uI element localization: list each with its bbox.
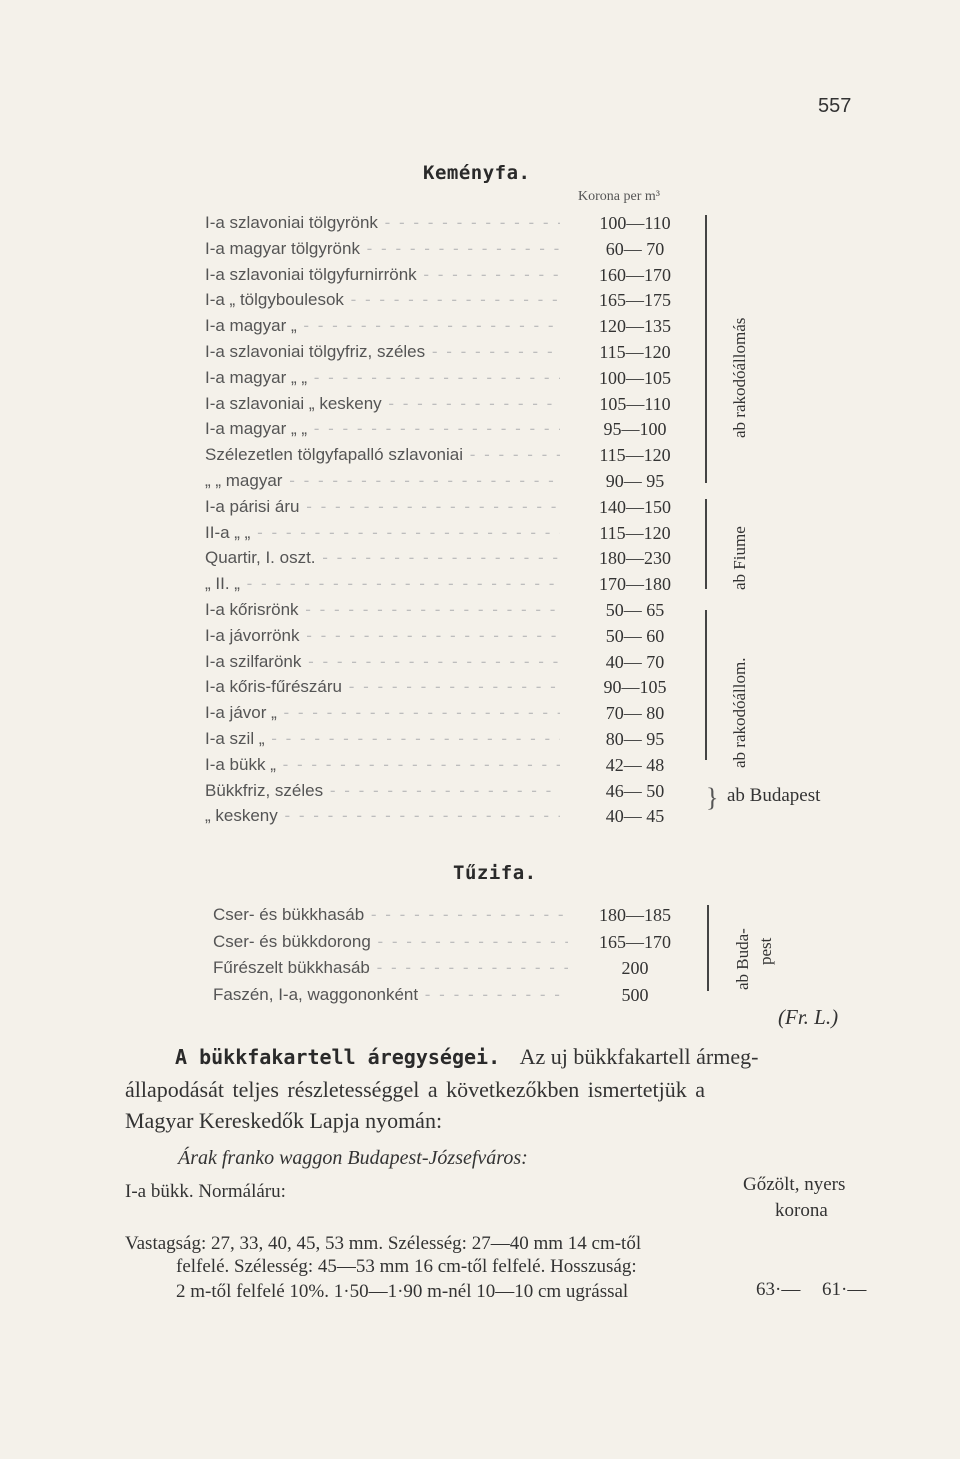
row-label: Fűrészelt bükkhasáb - - - xyxy=(213,955,568,981)
row-label: Faszén, I-a, waggononként - - - xyxy=(213,982,568,1008)
row-value: 200 xyxy=(621,958,649,978)
row-label: Szélezetlen tölgyfapalló szlavoniai - - - xyxy=(205,442,560,468)
section-title-kemenyfa: Keményfa. xyxy=(423,162,531,184)
article-line2: állapodását teljes részletességgel a következőkben ismertetjük a xyxy=(125,1077,705,1102)
row-label: I-a kőrisrönk - - - xyxy=(205,597,560,623)
table-row xyxy=(205,313,685,339)
row-value: 160—170 xyxy=(599,264,671,285)
article-line1: Az uj bükkfakartell ármeg- xyxy=(519,1044,759,1069)
table-row xyxy=(205,571,685,597)
row-label: I-a magyar tölgyrönk - - - xyxy=(205,236,560,262)
brace-label-buda: ab Buda- xyxy=(733,928,752,990)
row-value: 40— 45 xyxy=(605,806,665,827)
row-label: I-a szlavoniai tölgyrönk - - - xyxy=(205,210,560,236)
item-label: I-a bükk. Normáláru: xyxy=(125,1181,286,1202)
row-label: „ „ magyar - - - xyxy=(205,468,560,494)
row-value: 115—120 xyxy=(599,522,671,543)
table-row xyxy=(205,778,685,804)
price-gozolt: 63·— xyxy=(756,1279,801,1300)
row-label: Cser- és bükkdorong - - - xyxy=(213,929,568,955)
row-value: 50— 60 xyxy=(605,625,665,646)
row-value: 100—110 xyxy=(599,213,671,233)
page-number: 557 xyxy=(818,95,852,117)
table-row xyxy=(213,982,693,1008)
section-title-tuzifa: Tűzifa. xyxy=(453,862,537,884)
row-value: 170—180 xyxy=(599,574,671,595)
row-value: 46— 50 xyxy=(605,780,665,801)
spec-line-3: 2 m-től felfelé 10%. 1·50—1·90 m-nél 10—10 cm ugrással xyxy=(176,1281,629,1302)
brace-rakodo-short xyxy=(705,610,707,760)
table-row xyxy=(213,955,693,981)
row-label: I-a bükk „ - - - xyxy=(205,752,560,778)
spec-line-1: Vastagság: 27, 33, 40, 45, 53 mm. Szélesség: 27—40 mm 14 cm-től xyxy=(125,1233,642,1254)
table-row xyxy=(205,649,685,675)
table-row xyxy=(205,442,685,468)
row-value: 90— 95 xyxy=(605,471,665,491)
row-value: 115—120 xyxy=(599,342,671,362)
brace-label-fiume: ab Fiume xyxy=(730,526,749,590)
unit-header: Korona per m³ xyxy=(578,189,660,204)
row-value: 95—100 xyxy=(603,419,667,440)
table-row xyxy=(205,416,685,442)
brace-budapest-mark: } xyxy=(706,783,719,812)
row-value: 105—110 xyxy=(599,393,671,414)
row-value: 100—105 xyxy=(599,367,671,388)
row-label: Cser- és bükkhasáb - - - xyxy=(213,902,568,928)
table-row xyxy=(205,468,685,494)
row-value: 50— 65 xyxy=(605,600,665,620)
row-value: 165—170 xyxy=(599,931,671,952)
row-label: I-a szilfarönk - - - xyxy=(205,649,560,675)
brace-label-rakodo-short: ab rakodóállom. xyxy=(730,657,749,768)
table-row xyxy=(205,623,685,649)
table-row xyxy=(205,494,685,520)
row-label: I-a szlavoniai tölgyfriz, széles - - - xyxy=(205,339,560,365)
row-label: „ II. „ - - - xyxy=(205,571,560,597)
table-row xyxy=(205,597,685,623)
row-value: 80— 95 xyxy=(605,729,665,749)
brace-fiume xyxy=(705,499,707,589)
table-row xyxy=(205,520,685,546)
table-row xyxy=(205,752,685,778)
article-heading-line xyxy=(175,1040,758,1074)
table-row xyxy=(213,902,693,928)
row-value: 90—105 xyxy=(603,677,667,698)
article-subtitle: Árak franko waggon Budapest-Józsefváros: xyxy=(178,1147,528,1169)
article-heading: A bükkfakartell áregységei. xyxy=(175,1045,501,1069)
row-value: 70— 80 xyxy=(605,703,665,724)
table-row xyxy=(213,929,693,955)
col-header-2: korona xyxy=(775,1200,828,1221)
brace-label-pest: pest xyxy=(756,937,775,965)
price-nyers: 61·— xyxy=(822,1279,867,1300)
brace-rakodo xyxy=(705,215,707,483)
table-row xyxy=(205,803,685,829)
table-row xyxy=(205,365,685,391)
table-row xyxy=(205,674,685,700)
row-label: I-a párisi áru - - - xyxy=(205,494,560,520)
row-value: 500 xyxy=(621,984,649,1005)
row-label: I-a szlavoniai „ keskeny - - - xyxy=(205,391,560,417)
signature: (Fr. L.) xyxy=(778,1005,839,1029)
col-header-1: Gőzölt, nyers xyxy=(743,1174,846,1195)
row-value: 115—120 xyxy=(599,445,671,466)
row-label: I-a magyar „ - - - xyxy=(205,313,560,339)
article-line3: Magyar Kereskedők Lapja nyomán: xyxy=(125,1108,443,1133)
row-value: 165—175 xyxy=(599,290,671,311)
row-value: 60— 70 xyxy=(605,238,665,259)
table-row xyxy=(205,726,685,752)
spec-line-2: felfelé. Szélesség: 45—53 mm 16 cm-től felfelé. Hosszuság: xyxy=(176,1256,637,1277)
table-row xyxy=(205,262,685,288)
row-label: Bükkfriz, széles - - - xyxy=(205,778,560,804)
table-row xyxy=(205,236,685,262)
row-label: I-a „ tölgyboulesok - - - xyxy=(205,287,560,313)
row-label: II-a „ „ - - - xyxy=(205,520,560,546)
brace-label-budapest: ab Budapest xyxy=(727,785,821,806)
row-label: I-a jávorrönk - - - xyxy=(205,623,560,649)
row-label: I-a szil „ - - - xyxy=(205,726,560,752)
row-value: 180—230 xyxy=(599,548,671,569)
row-value: 180—185 xyxy=(599,905,671,925)
row-value: 120—135 xyxy=(599,316,671,337)
table-row xyxy=(205,700,685,726)
table-row xyxy=(205,339,685,365)
table-row xyxy=(205,210,685,236)
row-value: 42— 48 xyxy=(605,754,665,775)
row-label: I-a jávor „ - - - xyxy=(205,700,560,726)
row-label: I-a magyar „ „ - - - xyxy=(205,416,560,442)
table-row xyxy=(205,287,685,313)
row-value: 140—150 xyxy=(599,496,671,517)
brace-label-rakodo: ab rakodóállomás xyxy=(730,317,749,438)
row-label: „ keskeny - - - xyxy=(205,803,560,829)
row-label: I-a kőris-fűrészáru - - - xyxy=(205,674,560,700)
row-value: 40— 70 xyxy=(605,651,665,672)
row-label: Quartir, I. oszt. - - - xyxy=(205,545,560,571)
row-label: I-a szlavoniai tölgyfurnirrönk - - - xyxy=(205,262,560,288)
table-row xyxy=(205,391,685,417)
table-row xyxy=(205,545,685,571)
row-label: I-a magyar „ „ - - - xyxy=(205,365,560,391)
brace-budapest-2 xyxy=(707,905,709,991)
